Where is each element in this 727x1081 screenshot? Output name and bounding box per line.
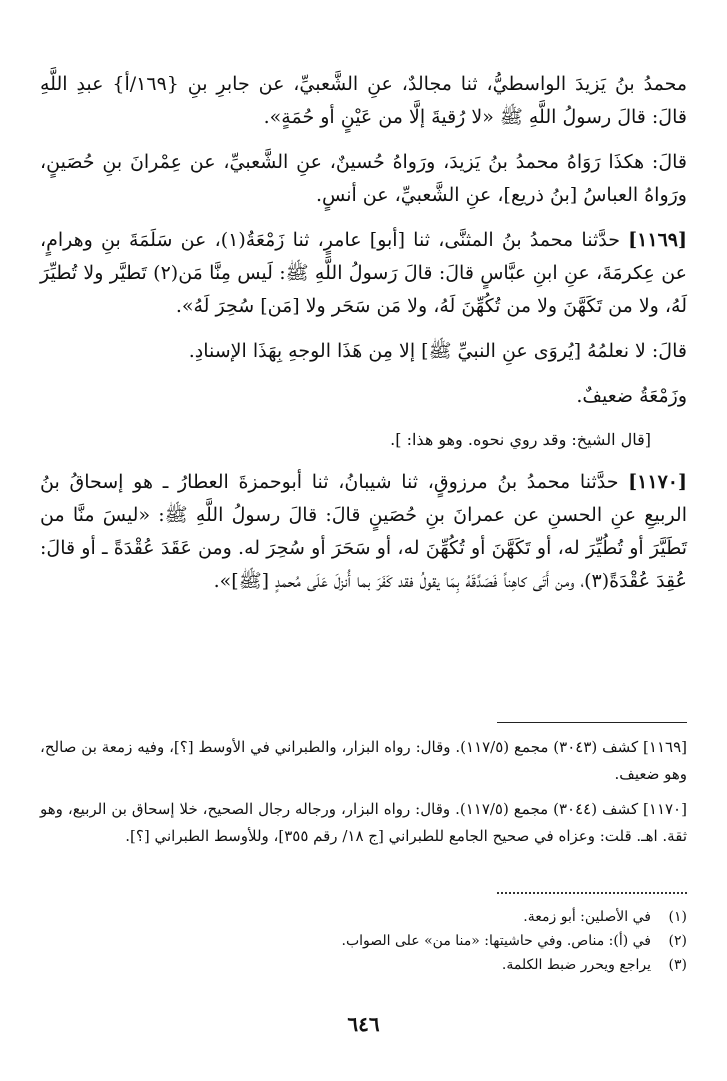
- hadith-1168-ending: محمدُ بنُ يَزيدَ الواسطيُّ، ثنا مجالدٌ، عنِ الشَّعبيِّ، عن جابرِ بنِ {١٦٩/أ} عبدِ اللَّهِ قالَ: قالَ رسولُ اللَّهِ ﷺ «لا رُقيةَ إلَّا من عَيْنٍ أو حُمَةٍ».: [40, 73, 688, 128]
- footnote-mark: (١): [668, 909, 687, 925]
- takhrij-1169: [١١٦٩] كشف (٣٠٤٣) مجمع (١١٧/٥). وقال: رواه البزار، والطبراني في الأوسط [؟]، وفيه زمعة بن صالح، وهو ضعيف.: [40, 738, 688, 783]
- author-comment-2: قالَ: لا نعلمُهُ [يُروَى عنِ النبيِّ ﷺ] إلا مِن هَذَا الوجهِ بِهَذَا الإسنادِ.: [188, 340, 687, 362]
- footnote: [40, 929, 687, 953]
- page-number: ٦٤٦: [347, 1012, 380, 1036]
- hadith-text: حدَّثنا محمدُ بنُ المثنَّى، ثنا [أبو] عامرٍ، ثنا زَمْعَةُ(١)، عن سَلَمَةَ بنِ وهرامٍ، عن عِكرمَةَ، عنِ ابنِ عبَّاسٍ قالَ: قالَ رَسولُ اللَّهِ ﷺ: لَيس مِنَّا مَن(٢) تَطيَّر ولا تُطيِّرَ لَهُ، ولا من تَكَهَّنَ ولا من تُكُهِّنَ لَهُ، ولا مَن سَحَر ولا [مَن] سُحِرَ لَهُ».: [40, 229, 687, 317]
- footnote: [40, 953, 687, 977]
- footnote: [40, 905, 687, 929]
- hadith-1170: [40, 466, 687, 598]
- dotted-separator: [497, 892, 687, 894]
- takhrij-1170: [١١٧٠] كشف (٣٠٤٤) مجمع (١١٧/٥). وقال: رواه البزار، ورجاله رجال الصحيح، خلا إسحاق بن الربيع، وهو ثقة. اهـ. قلت: وعزاه في صحيح الجامع للطبراني [ج ١٨/ رقم ٣٥٥]، وللأوسط الطبراني [؟].: [40, 800, 687, 845]
- main-text: [40, 68, 687, 610]
- hadith-1169: [40, 224, 687, 323]
- footnote-text: يراجع ويحرر ضبط الكلمة.: [501, 957, 651, 973]
- sheikh-note: [قال الشيخ: وقد روي نحوه. وهو هذا: ].: [390, 430, 651, 449]
- hadith-number: [١١٦٩]: [628, 229, 687, 251]
- takhrij-notes: [40, 734, 687, 858]
- footnote-text: في (أ): مناص. وفي حاشيتها: «منا من» على الصواب.: [341, 933, 651, 949]
- footnote-separator: [497, 722, 687, 723]
- footnotes: [40, 905, 687, 977]
- narrator-grading: وزَمْعَةُ ضعيفٌ.: [576, 385, 687, 407]
- footnote-text: في الأصلين: أبو زمعة.: [523, 909, 651, 925]
- footnote-mark: (٢): [668, 933, 687, 949]
- footnote-mark: (٣): [668, 957, 687, 973]
- hadith-number: [١١٧٠]: [628, 471, 687, 493]
- author-comment-1: قالَ: هكذَا رَوَاهُ محمدُ بنُ يَزيدَ، ورَواهُ حُسينٌ، عنِ الشَّعبيِّ، عن عِمْرانَ بنِ حُصَينٍ، ورَواهُ العباسُ [بنُ ذريع]، عنِ الشَّعبيِّ، عن أنسٍ.: [40, 151, 687, 206]
- hadith-text: حدَّثنا محمدُ بنُ مرزوقٍ، ثنا شيبانُ، ثنا أبوحمزةَ العطارُ ـ هو إسحاقُ بنُ الربيعِ عنِ الحسنِ عن عمرانَ بنِ حُصَينٍ قالَ: قالَ رسولُ اللَّهِ ﷺ: «ليسَ منَّا من تَطَيَّرَ أو تُطُيِّرَ له، أو تَكَهَّنَ أو تُكُهِّنَ له، أو سَحَرَ أو سُحِرَ له. ومن عَقَدَ عُقْدَةً ـ أو قالَ: عُقِدَ عُقْدَةً(٣)، ومن أَتَى كاهِناً فَصَدَّقَهُ بِمَا يقولُ فقد كَفَرَ بما أُنزلَ عَلَى مُحمدٍ [ﷺ]».: [40, 471, 687, 592]
